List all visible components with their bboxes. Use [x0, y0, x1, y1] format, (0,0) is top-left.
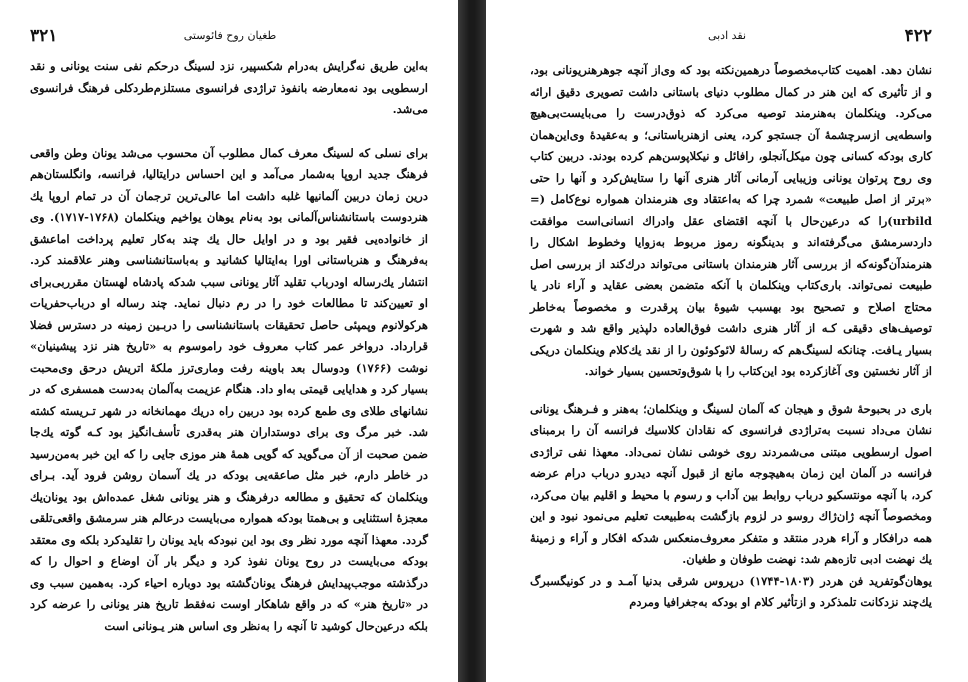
left-paragraph-1: به‌این طریق نه‌گرایش به‌درام شکسپیر، نزد لسینگ درحکم نفی سنت یونانی و نقد ارسطویی بود نه‌معارضه بانفوذ تراژدی فرانسوی مستلزم‌طردکلی فرهنگ فرانسوی می‌شد.: [30, 59, 428, 116]
right-paragraph-3: یوهان‌گوتفرید فن هردر (۱۸۰۳-۱۷۴۴) درپروس شرقی بدنیا آمـد و در کونیگسبرگ یك‌چند نزدکانت تلمذکرد و ازتأثیر کلام او بودکه به‌جغرافیا ومردم‌: [530, 573, 932, 609]
left-paragraph-2: برای نسلی که لسینگ معرف کمال مطلوب آن محسوب می‌شد یونان وطن واقعی فرهنگ جدید اروپا به‌شمار می‌آمد و این احساس درایتالیا، فرانسه، وانگلستان‌هم درین زمان دربین آلمانیها غلبه داشت اما عالی‌ترین ترجمان آن در تمام اروپا یك هنردوست باستانشناس‌آلمانی بود به‌نام یوهان یواخیم وینکلمان (۱۷۶۸-۱۷۱۷). وی از خانواده‌یی فقیر بود و در اوایل حال یك چند به‌کار تعلیم پرداخت اماعشق به‌فرهنگ و هنرباستانی اورا به‌ایتالیا کشانید و به‌باستانشناسی وهنر علاقمند کرد. انتشار یك‌رساله اودرباب تقلید آثار یونانی سبب شدکه پادشاه لهستان مقرربی‌برای او تعیین‌کند تا مطالعات خود را در رم دنبال نماید. چند رساله او درباب‌حفریات هرکولانوم وپمپئی حاصل تحقیقات باستانشناسی را دربـین زمینه در دسترس فضلا قرارداد. درواخر عمر کتاب معروف خود راموسوم به «تاریخ هنر نزد پیشینیان» نوشت (۱۷۶۶) ودوسال بعد باوینه رفت وماری‌ترز ملکهٔ اتریش درحق وی‌محبت بسیار کرد و هدایایی قیمتی به‌او داد. هنگام عزیمت به‌آلمان به‌دست همسفری که در نشانهای طلای وی طمع کرده بود دربین راه دریك مهمانخانه در شهر تـریسته کشته شد. خبر مرگ وی برای دوستداران هنر به‌قدری تأسف‌انگیز بود کـه گوته یك‌جا ضمن صحبت از آن می‌گوید که گویی همهٔ هنر موزی جایی را که این خبر به‌من‌رسید در خاطر دارم، خبر مثل صاعقه‌یی بودکه در یك آسمان روشن فرود آید. بـرای وینکلمان که تحقیق و مطالعه درفرهنگ و هنر یونانی شغل عمده‌اش بود یونان‌یك معجزهٔ استثنایی و بی‌همتا بودکه همواره می‌بایست درعالم هنر سرمشق واقعی‌تلقی گردد. معهذا آنچه مورد نظر وی بود این نبودکه باید یونان را تقلیدکرد بلکه وی معتقد بودکه می‌بایست در روح یونان نفوذ کرد و دیگر بار آن اوضاع و احوال را که درگذشته موجب‌پیدایش فرهنگ یونان‌گشته بود دوباره احیاء کرد. به‌همین سبب وی در «تاریخ هنر» که در واقع شاهکار اوست نه‌فقط تاریخ هنر یونانی را عرضه کرد بلکه درعین‌حال کوشید تا آنچه را به‌نظر وی اساس هنر یـونانی است: [30, 145, 429, 633]
right-paragraph-1: نشان دهد. اهمیت کتاب‌مخصوصاً درهمین‌نکته بود که وی‌از آنچه جوهرهنریونانی بود، و از تأثیری که این هنر در کمال مطلوب دنیای باستانی داشت تصویری دقیق ارائه می‌کرد. وینکلمان به‌هنرمند توصیه می‌کرد که ذوق‌درست را می‌بایست‌بی‌هیچ واسطه‌یی ازسرچشمهٔ آن جستجو کرد، یعنی ازهنرباستانی؛ و به‌عقیدهٔ وی‌این‌همان کاری بودکه کسانی چون میکل‌آنجلو، رافائل و نیکلاپوسن‌هم کرده بودند. دربین کتاب وی روح پرتوان یونانی وزیبایی آرمانی آثار هنری آنها را ستایش‌کرد و آنها را حتی «برتر از اصل طبیعت» شمرد چرا که به‌اعتقاد وی هنرمندان همواره نوع‌کامل (= urbild)را که درعین‌حال با آنچه اقتضای عقل وادراك انسانی‌است موافقت داردسرمشق می‌گرفته‌اند و بدینگونه رموز مربوط به‌زوایا وخطوط اشکال را هنرمندآن‌گونه‌که از بررسی آثار هنرمندان باستانی می‌تواند درك‌کند از بررسی اصل طبیعت نمی‌تواند. باری‌کتاب وینکلمان با آنکه متضمن بعضی عقاید و آراء نادر یا محتاج اصلاح و تصحیح بود بهسبب شیوهٔ بیان پرقدرت و مخصوصاً به‌خاطر توصیف‌های دقیقی کـه از آثار هنری داشت فوق‌العاده دلپذیر واقع شد و شهرت بسیار یـافت. چنانکه لسینگ‌هم که رسالهٔ لائوکوئون را از نقد یك‌کلام وینکلمان دریکی از آثار نخستین وی آغازکرده بود این‌کتاب را با شوق‌وتحسین بسیار خواند.: [530, 63, 932, 378]
right-page-number: ۴۲۲: [904, 26, 932, 46]
right-page: [486, 0, 968, 682]
left-page: [0, 0, 458, 682]
right-page-body: [530, 60, 932, 614]
left-page-number: ۳۲۱: [30, 26, 58, 46]
right-page-header: [522, 26, 932, 48]
left-page-header: [30, 26, 430, 48]
right-running-title: نقد ادبی: [707, 29, 747, 42]
left-running-title: طغیان روح فائوستی: [183, 29, 277, 42]
right-paragraph-2: باری در بحبوحهٔ شوق و هیجان که آلمان لسینگ و وینکلمان؛ به‌هنر و فـرهنگ یونانی نشان می‌داد نسبت به‌تراژدی فرانسوی که نقادان کلاسیك فرانسه آن را برمبنای اصول ارسطویی مبتنی می‌شمردند روی خوشی نشان نمی‌داد. معهذا نفی تراژدی فرانسه در آلمان این زمان به‌هیچوجه مانع از قبول آنچه دیدرو درباب درام عرضه کرد، با آنچه مونتسکیو درباب روابط بین آداب و رسوم با محیط و اقلیم بیان می‌کرد، ومخصوصاً آنچه ژان‌ژاك روسو در لزوم بازگشت به‌طبیعت تعلیم می‌نمود نبود و این همه درافکار و آراء هردر منتقد و متفکر معروف‌منعکس شدکه افکار و آراء و زمینهٔ یك نهضت ادبی تازه‌هم شد: نهضت طوفان و طغیان.: [530, 401, 932, 566]
book-gutter: [458, 0, 486, 682]
left-page-body: [30, 56, 428, 637]
